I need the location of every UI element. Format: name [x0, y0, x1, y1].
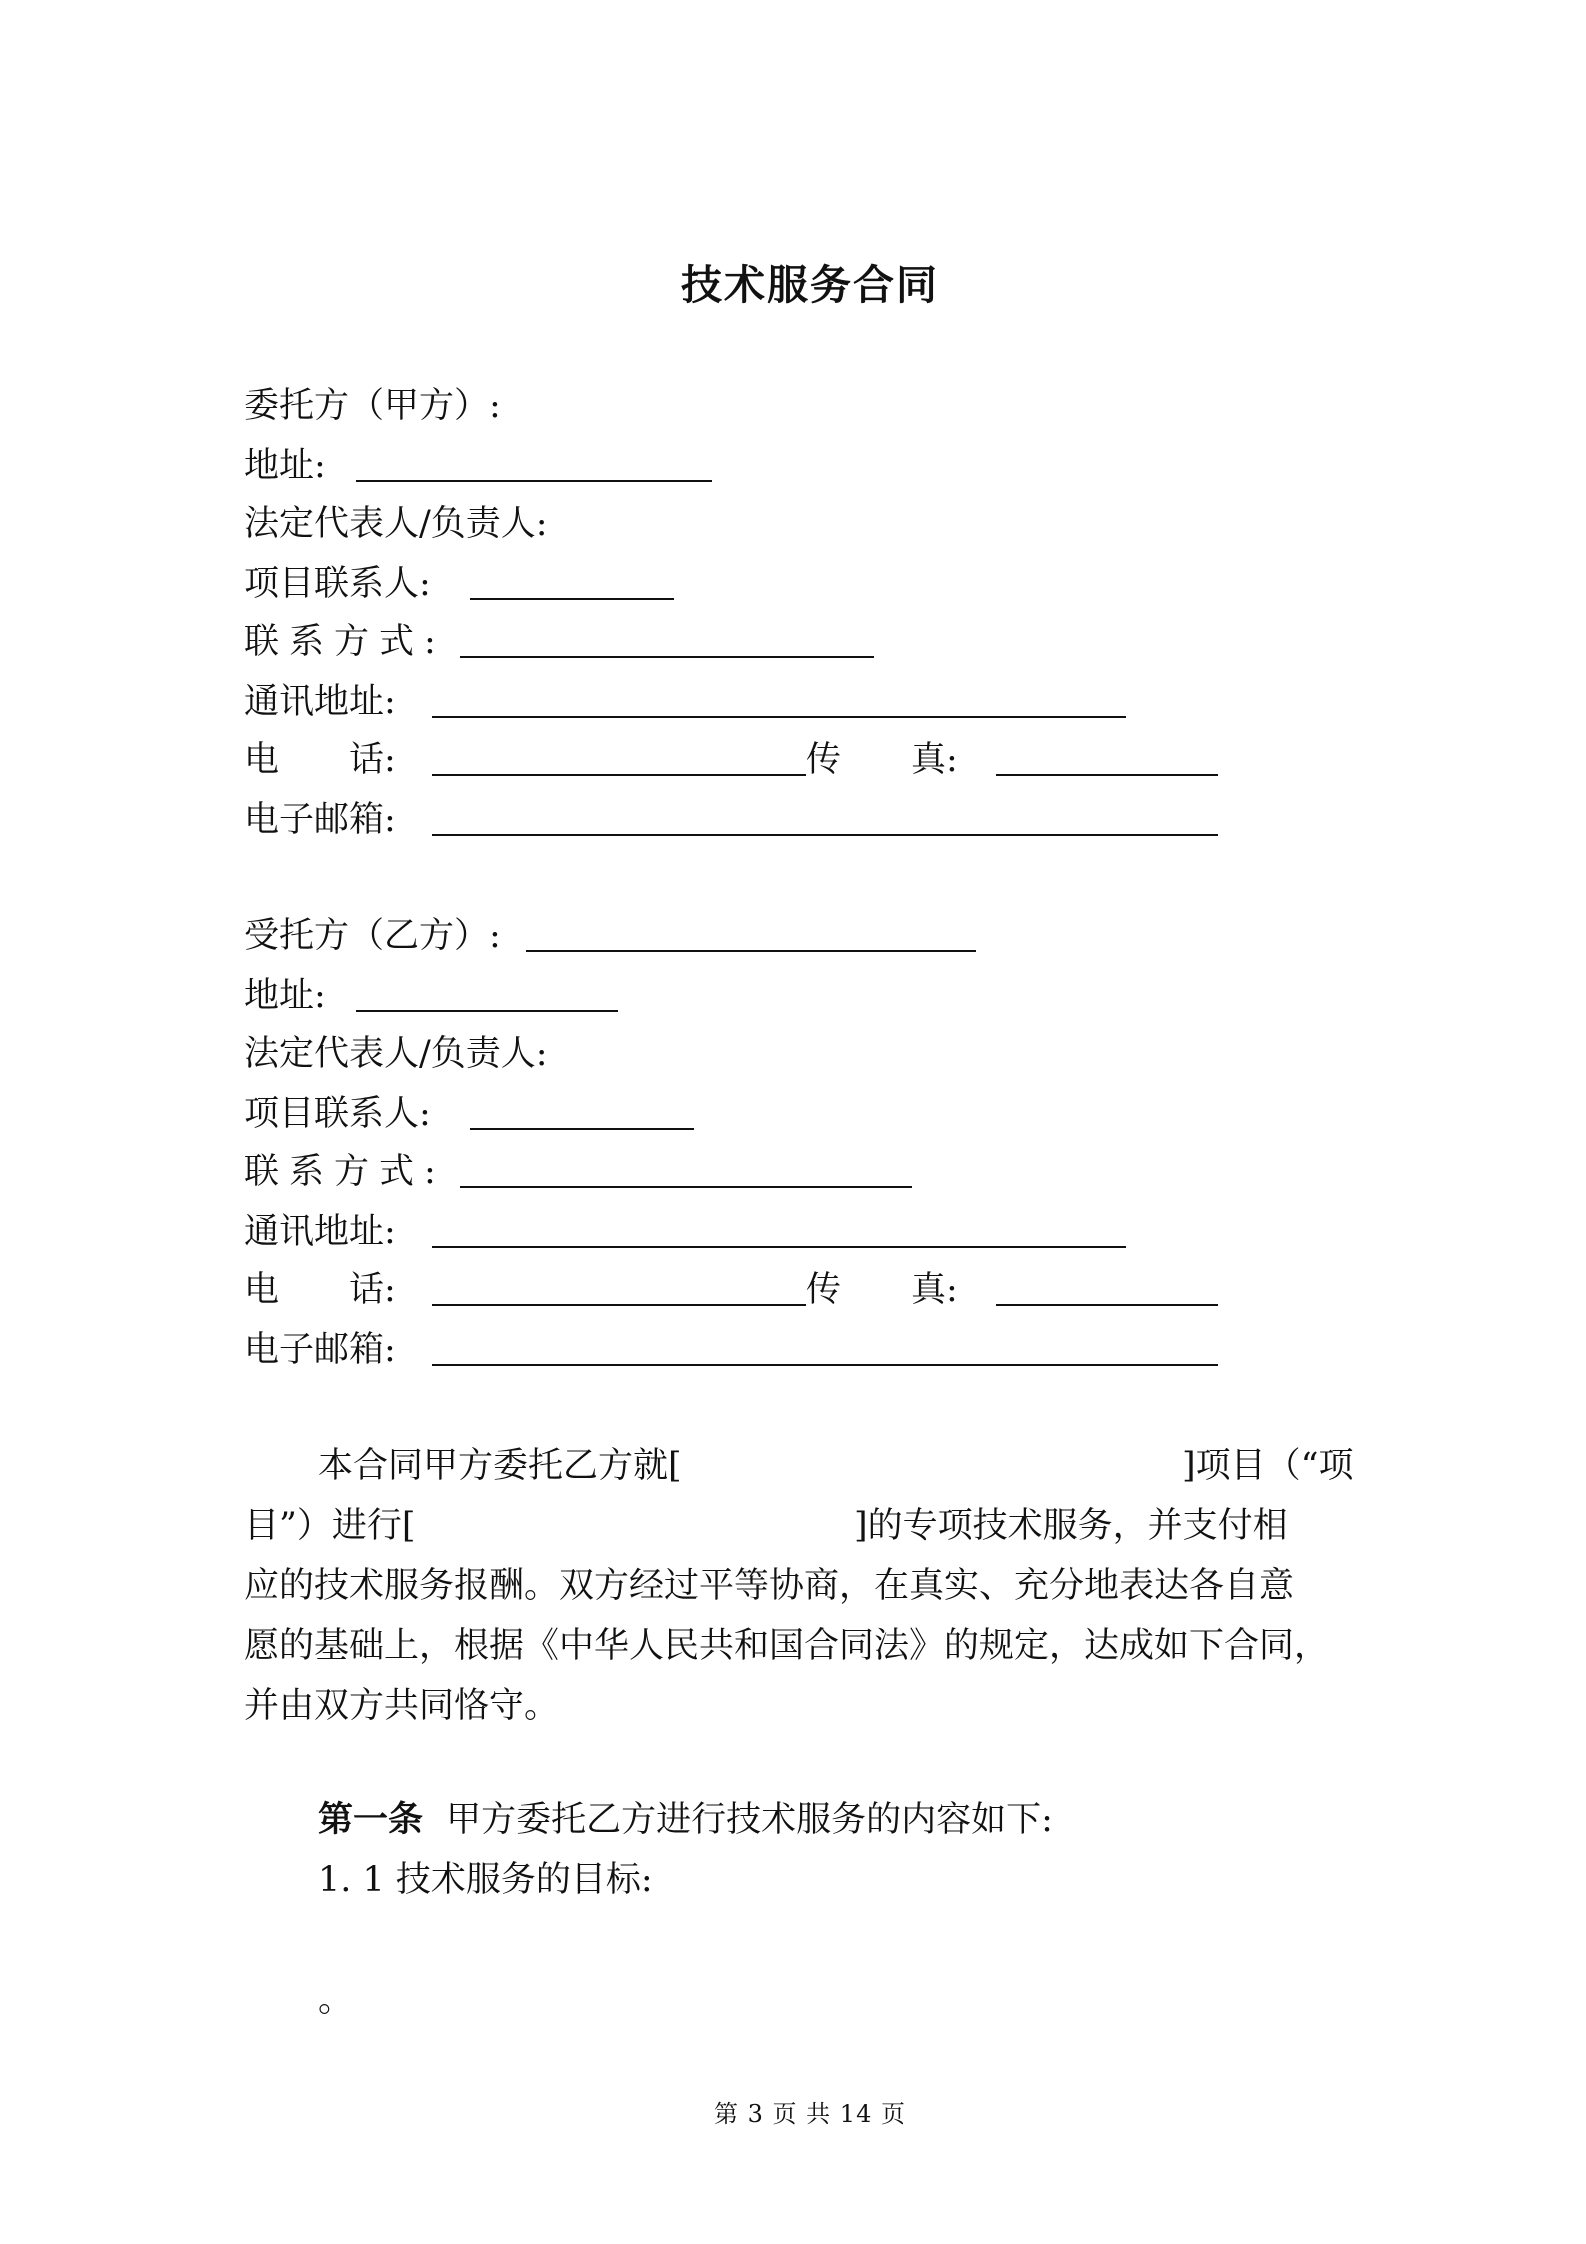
party-b-address-blank [356, 1010, 618, 1012]
party-a-contact-method-blank [460, 656, 874, 658]
article-1-item-1-1: 1. 1 技术服务的目标: [318, 1860, 653, 1900]
intro-line-1b: ]项目（“项 [1182, 1446, 1354, 1486]
party-a-contact-person-blank [470, 598, 674, 600]
party-a-email-label: 电子邮箱: [244, 800, 396, 840]
intro-line-2a: 目”）进行[ [244, 1506, 416, 1546]
party-a-phone-blank [432, 774, 806, 776]
party-a-mail-address-blank [432, 716, 1126, 718]
party-b-phone-blank [432, 1304, 806, 1306]
intro-line-4: 愿的基础上，根据《中华人民共和国合同法》的规定，达成如下合同， [244, 1626, 1330, 1666]
intro-line-1a: 本合同甲方委托乙方就[ [318, 1446, 682, 1486]
party-a-fax-blank [996, 774, 1218, 776]
party-b-mail-address-blank [432, 1246, 1126, 1248]
page-footer: 第 3 页 共 14 页 [714, 2100, 906, 2128]
party-b-phone-label: 电 话: [244, 1270, 396, 1310]
intro-line-3: 应的技术服务报酬。双方经过平等协商，在真实、充分地表达各自意 [244, 1566, 1295, 1606]
party-a-address-label: 地址: [244, 446, 326, 486]
party-a-heading: 委托方（甲方）: [244, 386, 501, 426]
party-b-contact-method-label: 联系方式: [244, 1152, 446, 1192]
party-b-email-label: 电子邮箱: [244, 1330, 396, 1370]
party-a-address-blank [356, 480, 712, 482]
party-a-fax-label: 传 真: [806, 740, 958, 780]
party-b-address-label: 地址: [244, 976, 326, 1016]
party-a-contact-method-label: 联系方式: [244, 622, 446, 662]
article-1-heading-text: 甲方委托乙方进行技术服务的内容如下: [446, 1800, 1053, 1840]
intro-line-5: 并由双方共同恪守。 [244, 1686, 560, 1726]
party-b-name-blank [526, 950, 976, 952]
intro-line-2b: ]的专项技术服务，并支付相 [854, 1506, 1288, 1546]
article-1-end-mark: 。 [318, 1980, 354, 2020]
party-a-legal-rep-label: 法定代表人/负责人: [244, 504, 548, 544]
article-1-number: 第一条 [318, 1799, 424, 1840]
party-b-mail-address-label: 通讯地址: [244, 1212, 396, 1252]
party-b-contact-method-blank [460, 1186, 912, 1188]
party-a-phone-label: 电 话: [244, 740, 396, 780]
party-b-contact-person-blank [470, 1128, 694, 1130]
intro-paragraph [244, 1436, 1356, 1736]
party-b-legal-rep-label: 法定代表人/负责人: [244, 1034, 548, 1074]
document-title: 技术服务合同 [681, 261, 939, 309]
party-a-mail-address-label: 通讯地址: [244, 682, 396, 722]
party-a-contact-person-label: 项目联系人: [244, 564, 431, 604]
party-b-contact-person-label: 项目联系人: [244, 1094, 431, 1134]
party-b-email-blank [432, 1364, 1218, 1366]
party-b-heading: 受托方（乙方）: [244, 916, 501, 956]
party-a-email-blank [432, 834, 1218, 836]
party-b-fax-blank [996, 1304, 1218, 1306]
article-1-heading [318, 1796, 1053, 1844]
party-b-fax-label: 传 真: [806, 1270, 958, 1310]
